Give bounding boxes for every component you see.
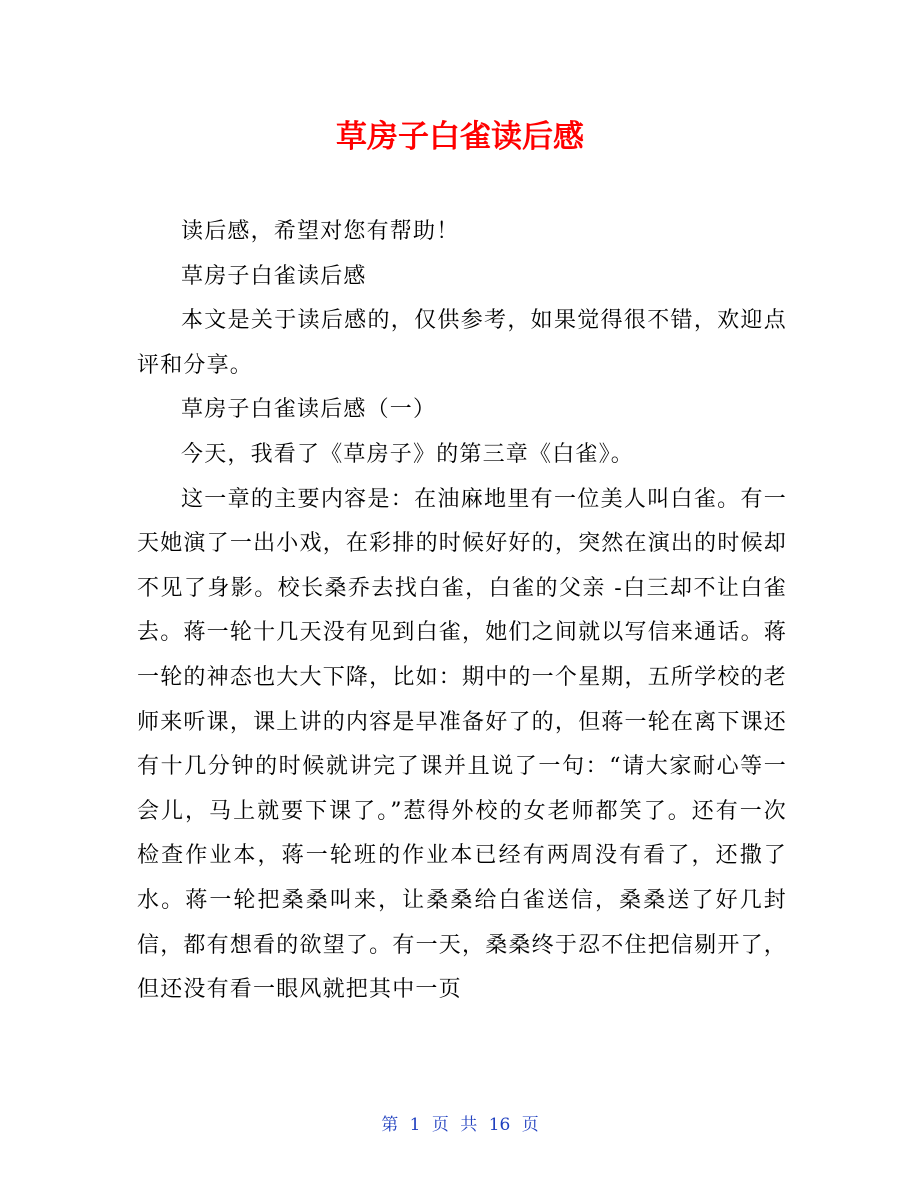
paragraph-greeting: 读后感，希望对您有帮助！ [181,219,460,244]
paragraph-subtitle: 草房子白雀读后感 [181,263,367,289]
paragraph-summary: 这一章的主要内容是：在油麻地里有一位美人叫白雀。有一天她演了一出小戏，在彩排的时候好好的，突然在演出的时候却不见了身影。校长桑乔去找白雀，白雀的父亲 -白三却不让白雀去。蒋一轮十几天没有见到白雀，她们之间就以写信来通话。蒋一轮的神态也大大下降，比如：期中的一个星期，五所学校的老师来听课，课上讲的内容是早准备好了的，但蒋一轮在离下课还有十几分钟的时候就讲完了课并且说了一句：“请大家耐心等一会儿，马上就要下课了。”惹得外校的女老师都笑了。还有一次检查作业本，蒋一轮班的作业本已经有两周没有看了，还撒了水。蒋一轮把桑桑叫来，让桑桑给白雀送信，桑桑送了好几封信，都有想看的欲望了。有一天，桑桑终于忍不住把信剔开了，但还没有看一眼风就把其中一页 [137,486,787,1003]
paragraph-disclaimer: 本文是关于读后感的，仅供参考，如果觉得很不错，欢迎点评和分享。 [137,308,787,378]
page-footer: 第 1 页 共 16 页 [381,1115,539,1135]
paragraph-intro: 今天，我看了《草房子》的第三章《白雀》。 [181,441,635,467]
paragraph-section-heading: 草房子白雀读后感（一） [181,397,437,423]
page-title: 草房子白雀读后感 [336,119,584,155]
document-body [137,210,787,1013]
